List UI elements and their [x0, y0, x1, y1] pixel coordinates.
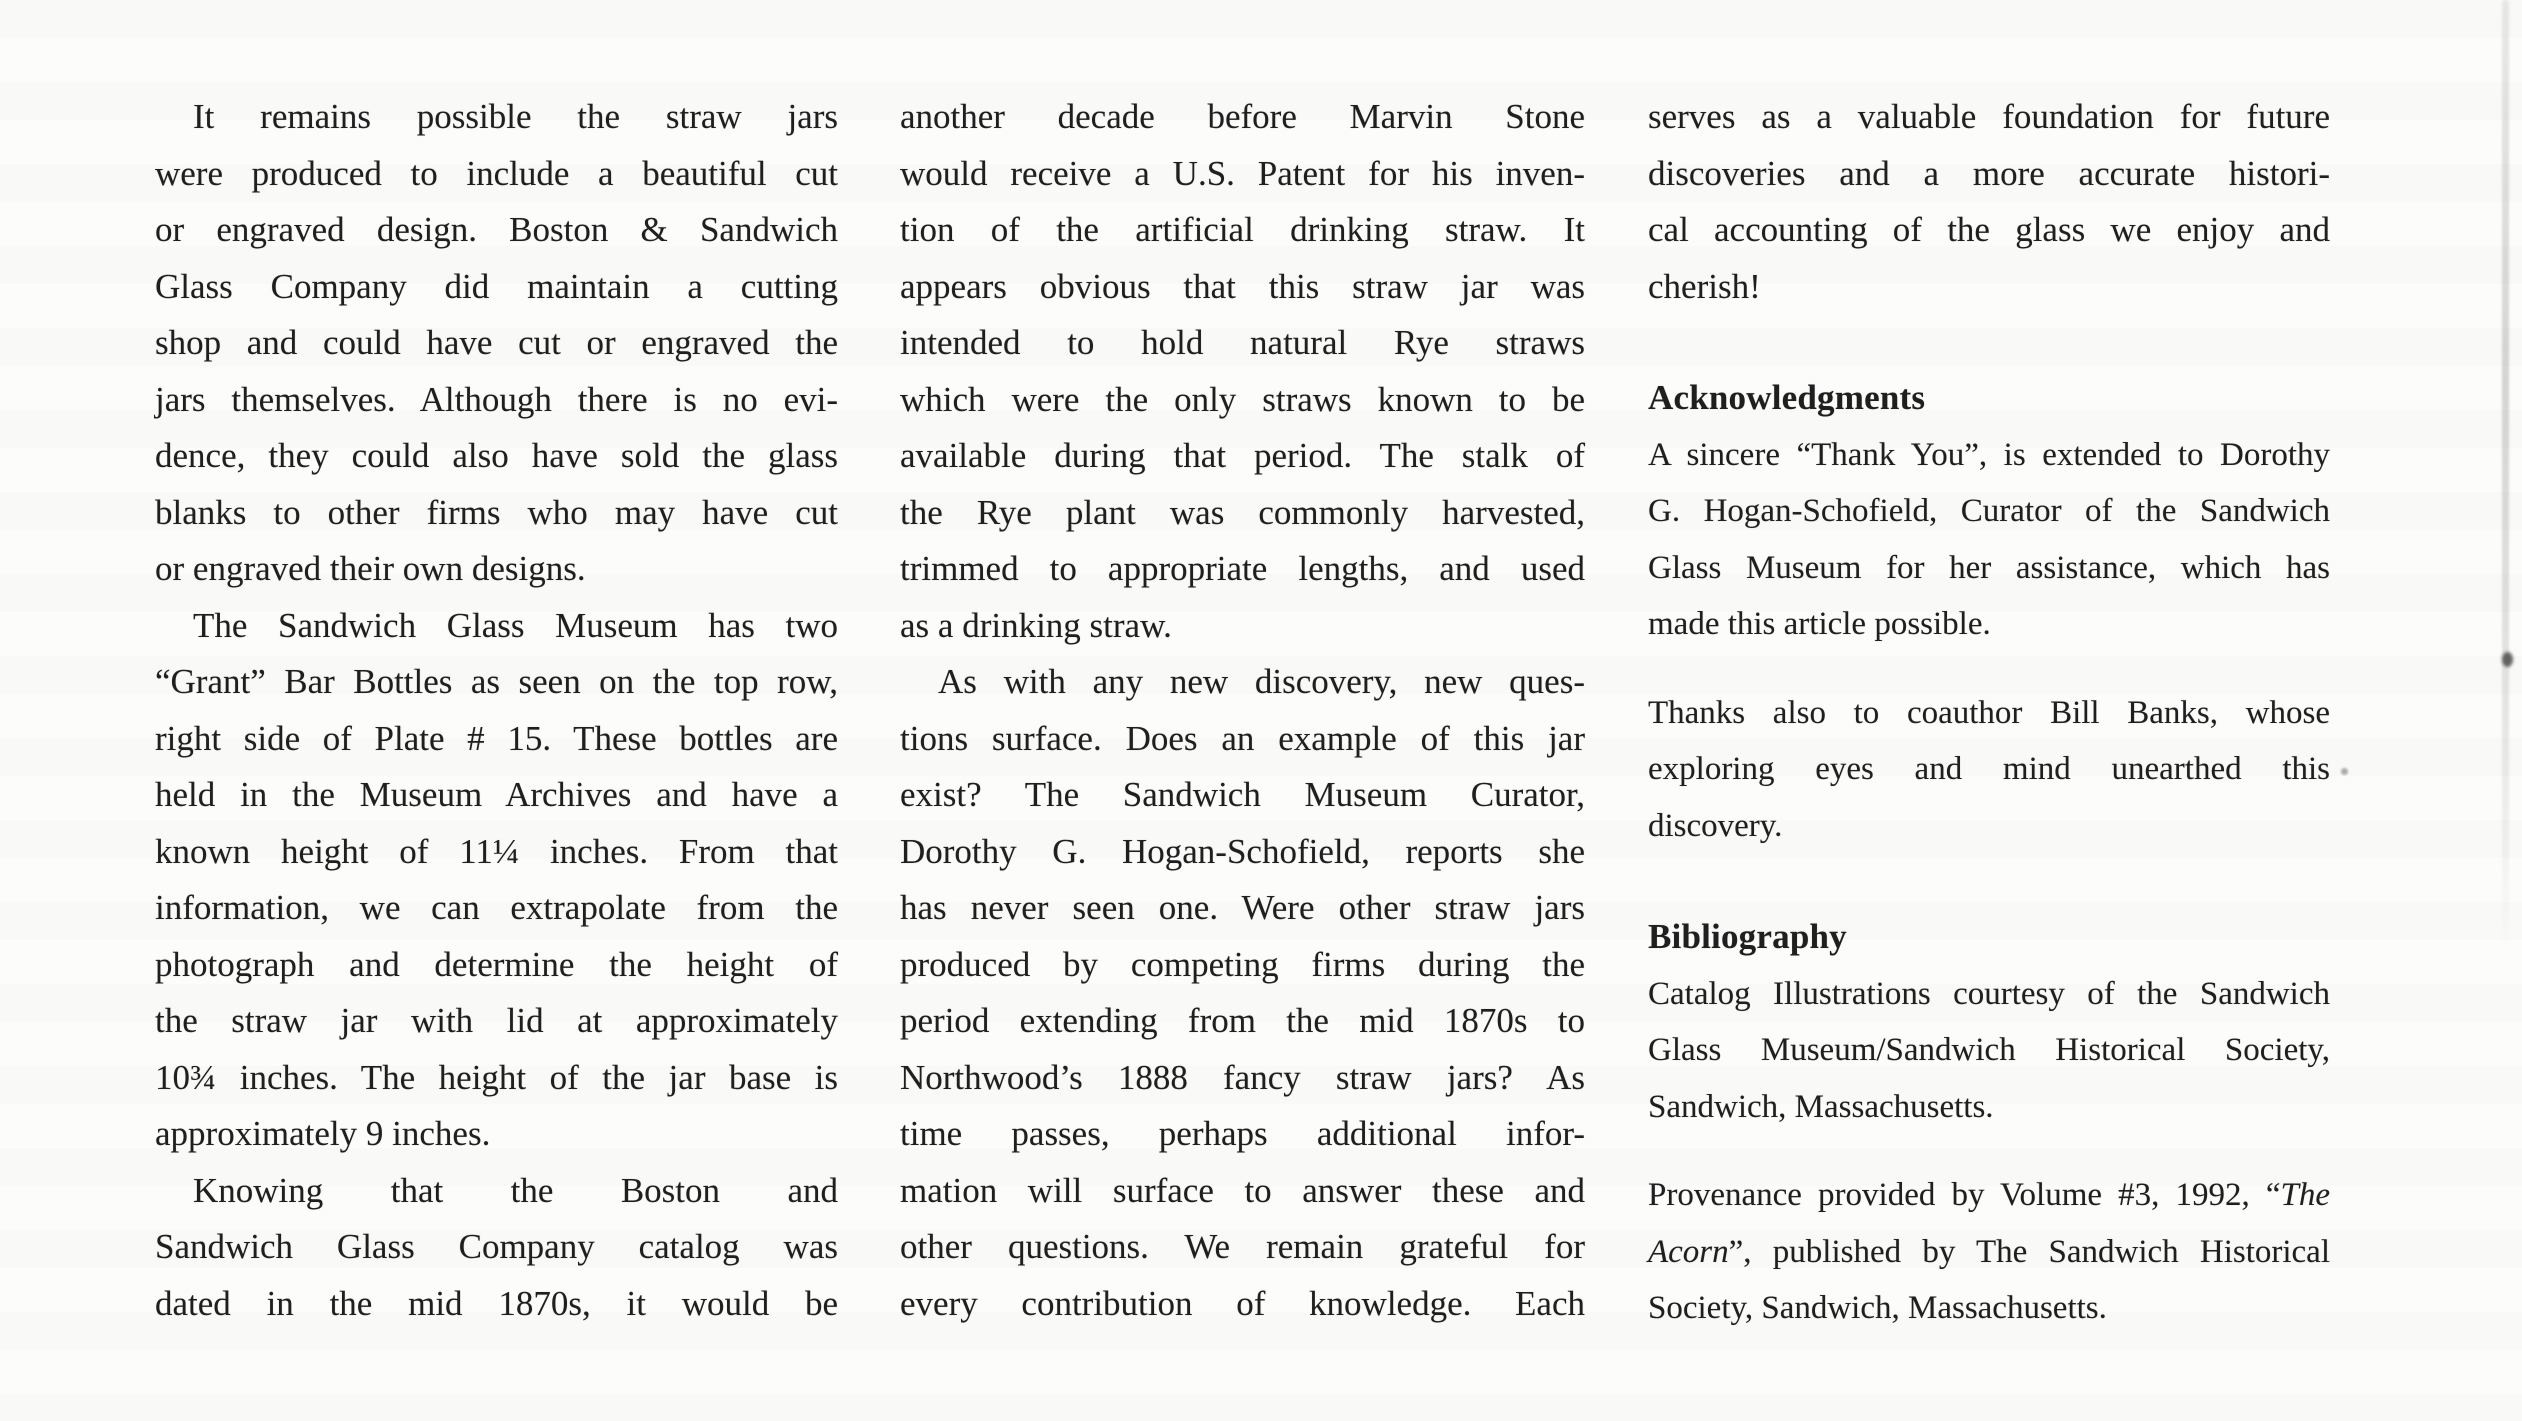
- text-line: [1648, 1224, 2330, 1281]
- text-segment: approximately 9 inches.: [155, 1114, 491, 1153]
- text-line: [155, 89, 838, 146]
- text-segment: produced by competing firms during the: [900, 944, 1585, 984]
- paragraph-new-questions: [900, 654, 1585, 1332]
- text-line: [1648, 1079, 2330, 1136]
- text-line: [1648, 427, 2330, 484]
- text-line: [155, 428, 838, 485]
- text-line: [900, 372, 1585, 429]
- text-segment: Sandwich Glass Company catalog was: [155, 1227, 838, 1266]
- text-line: [1648, 685, 2330, 742]
- paragraph-marvin-stone-patent: [900, 89, 1585, 654]
- text-segment: Catalog Illustrations courtesy of the Sandwich: [1648, 975, 2330, 1012]
- text-segment: information, we can extrapolate from the: [155, 888, 838, 927]
- text-line: [155, 372, 838, 429]
- text-segment: appears obvious that this straw jar was: [900, 266, 1585, 306]
- text-line: [1648, 259, 2330, 316]
- text-segment: known height of 11¼ inches. From that: [155, 831, 838, 871]
- text-segment: right side of Plate # 15. These bottles are: [155, 718, 838, 758]
- text-line: [1648, 596, 2330, 653]
- text-segment: tion of the artificial drinking straw. It: [900, 210, 1585, 249]
- text-line: [900, 485, 1585, 542]
- text-segment: jars themselves. Although there is no evi-: [155, 379, 838, 419]
- text-line: [1648, 1280, 2330, 1337]
- text-line: [900, 880, 1585, 937]
- text-line: [900, 598, 1585, 655]
- text-line: [155, 541, 838, 598]
- text-segment: trimmed to appropriate lengths, and used: [900, 549, 1585, 588]
- text-segment: made this article possible.: [1648, 606, 1991, 642]
- text-segment: exist? The Sandwich Museum Curator,: [900, 775, 1585, 814]
- text-segment: the straw jar with lid at approximately: [155, 1001, 838, 1040]
- text-segment: Provenance provided by Volume #3, 1992, “: [1648, 1177, 2281, 1213]
- paragraph-thanks-bill-banks: [1648, 685, 2330, 855]
- text-line: [1648, 1167, 2330, 1224]
- text-segment: Glass Company did maintain a cutting: [155, 266, 838, 306]
- text-line: [1648, 89, 2330, 146]
- paragraph-provenance: [1648, 1167, 2330, 1337]
- text-segment: or engraved design. Boston & Sandwich: [155, 210, 838, 249]
- text-line: [900, 711, 1585, 768]
- text-segment: Glass Museum for her assistance, which has: [1648, 549, 2330, 586]
- text-segment: discoveries and a more accurate histori-: [1648, 153, 2330, 193]
- scan-edge-artifact: [2502, 0, 2509, 950]
- text-segment: The Sandwich Glass Museum has two: [193, 605, 838, 645]
- text-column-2: [900, 89, 1585, 1332]
- text-line: [1648, 540, 2330, 597]
- text-line: [1648, 146, 2330, 203]
- text-segment: dated in the mid 1870s, it would be: [155, 1283, 838, 1323]
- text-line: [155, 993, 838, 1050]
- text-line: [900, 1050, 1585, 1107]
- paragraph-grant-bar-bottles: [155, 598, 838, 1163]
- text-line: [155, 315, 838, 372]
- text-segment: serves as a valuable foundation for future: [1648, 97, 2330, 136]
- text-segment: every contribution of knowledge. Each: [900, 1283, 1585, 1323]
- text-line: [155, 1219, 838, 1276]
- text-segment: available during that period. The stalk of: [900, 436, 1585, 475]
- text-line: [900, 1163, 1585, 1220]
- text-line: [900, 937, 1585, 994]
- text-line: [1648, 798, 2330, 855]
- text-line: [155, 880, 838, 937]
- text-segment: other questions. We remain grateful for: [900, 1227, 1585, 1266]
- text-line: [900, 767, 1585, 824]
- text-line: [900, 89, 1585, 146]
- text-segment: shop and could have cut or engraved the: [155, 323, 838, 362]
- text-segment: intended to hold natural Rye straws: [900, 323, 1585, 362]
- text-line: [900, 146, 1585, 203]
- text-segment: mation will surface to answer these and: [900, 1170, 1585, 1210]
- text-line: [900, 1106, 1585, 1163]
- text-segment: were produced to include a beautiful cut: [155, 153, 838, 193]
- text-column-3: [1648, 89, 2330, 1337]
- text-segment: Glass Museum/Sandwich Historical Society,: [1648, 1032, 2330, 1068]
- text-line: [1648, 966, 2330, 1023]
- text-line: [155, 598, 838, 655]
- text-segment: blanks to other firms who may have cut: [155, 492, 838, 532]
- paragraph-thanks-dorothy: [1648, 427, 2330, 653]
- text-segment: cal accounting of the glass we enjoy and: [1648, 210, 2330, 249]
- paragraph-catalog-illustrations: [1648, 966, 2330, 1136]
- text-line: [1648, 483, 2330, 540]
- text-line: [900, 259, 1585, 316]
- text-segment: another decade before Marvin Stone: [900, 97, 1585, 136]
- text-column-1: [155, 89, 838, 1332]
- bibliography-heading: Bibliography: [1648, 917, 1847, 956]
- text-segment: Northwood’s 1888 fancy straw jars? As: [900, 1057, 1585, 1097]
- text-line: [900, 1276, 1585, 1333]
- text-segment: “Grant” Bar Bottles as seen on the top row,: [155, 662, 838, 701]
- text-line: [155, 937, 838, 994]
- text-segment: would receive a U.S. Patent for his inven-: [900, 153, 1585, 193]
- text-line: [900, 541, 1585, 598]
- text-segment: 10¾ inches. The height of the jar base is: [155, 1057, 838, 1097]
- text-segment: has never seen one. Were other straw jars: [900, 888, 1585, 927]
- text-segment: tions surface. Does an example of this jar: [900, 718, 1585, 758]
- text-segment: discovery.: [1648, 807, 1783, 844]
- text-segment: photograph and determine the height of: [155, 944, 838, 984]
- text-segment: G. Hogan-Schofield, Curator of the Sandwich: [1648, 493, 2330, 529]
- text-segment: A sincere “Thank You”, is extended to Dorothy: [1648, 436, 2330, 473]
- text-line: [900, 824, 1585, 881]
- text-line: [155, 485, 838, 542]
- text-segment: exploring eyes and mind unearthed this: [1648, 751, 2330, 787]
- text-line: [155, 654, 838, 711]
- paragraph-valuable-foundation: [1648, 89, 2330, 315]
- text-segment: or engraved their own designs.: [155, 549, 586, 588]
- text-line: [900, 428, 1585, 485]
- text-line: [900, 993, 1585, 1050]
- italic-text-segment: The: [2280, 1177, 2330, 1213]
- text-segment: held in the Museum Archives and have a: [155, 775, 838, 814]
- text-segment: time passes, perhaps additional infor-: [900, 1114, 1585, 1153]
- text-segment: which were the only straws known to be: [900, 379, 1585, 419]
- text-segment: Dorothy G. Hogan-Schofield, reports she: [900, 831, 1585, 871]
- text-line: [155, 1276, 838, 1333]
- text-segment: Thanks also to coauthor Bill Banks, whose: [1648, 694, 2330, 731]
- text-segment: As with any new discovery, new ques-: [938, 662, 1585, 701]
- text-line: [155, 711, 838, 768]
- italic-text-segment: Acorn: [1648, 1233, 1729, 1270]
- text-segment: Society, Sandwich, Massachusetts.: [1648, 1290, 2107, 1326]
- text-segment: ”, published by The Sandwich Historical: [1728, 1233, 2330, 1270]
- acknowledgments-heading: Acknowledgments: [1648, 378, 1926, 417]
- text-line: [1648, 1022, 2330, 1079]
- text-segment: Sandwich, Massachusetts.: [1648, 1088, 1994, 1125]
- text-segment: It remains possible the straw jars: [193, 97, 838, 136]
- paragraph-straw-jars-design: [155, 89, 838, 598]
- text-segment: Knowing that the Boston and: [193, 1170, 838, 1210]
- paragraph-catalog-dating: [155, 1163, 838, 1333]
- text-line: [900, 1219, 1585, 1276]
- scan-speck-artifact: [2502, 652, 2513, 667]
- text-line: [900, 654, 1585, 711]
- text-line: [1648, 202, 2330, 259]
- text-segment: the Rye plant was commonly harvested,: [900, 492, 1585, 532]
- scan-dot-artifact: [2341, 768, 2348, 775]
- text-line: [900, 202, 1585, 259]
- text-segment: as a drinking straw.: [900, 605, 1172, 645]
- text-line: [155, 202, 838, 259]
- text-segment: period extending from the mid 1870s to: [900, 1001, 1585, 1040]
- text-line: [155, 767, 838, 824]
- text-line: [155, 1163, 838, 1220]
- text-line: [155, 146, 838, 203]
- text-line: [900, 315, 1585, 372]
- text-segment: cherish!: [1648, 266, 1761, 306]
- text-line: [155, 1106, 838, 1163]
- text-line: [155, 1050, 838, 1107]
- text-line: [155, 259, 838, 316]
- text-line: [155, 824, 838, 881]
- text-line: [1648, 741, 2330, 798]
- text-segment: dence, they could also have sold the glass: [155, 436, 838, 475]
